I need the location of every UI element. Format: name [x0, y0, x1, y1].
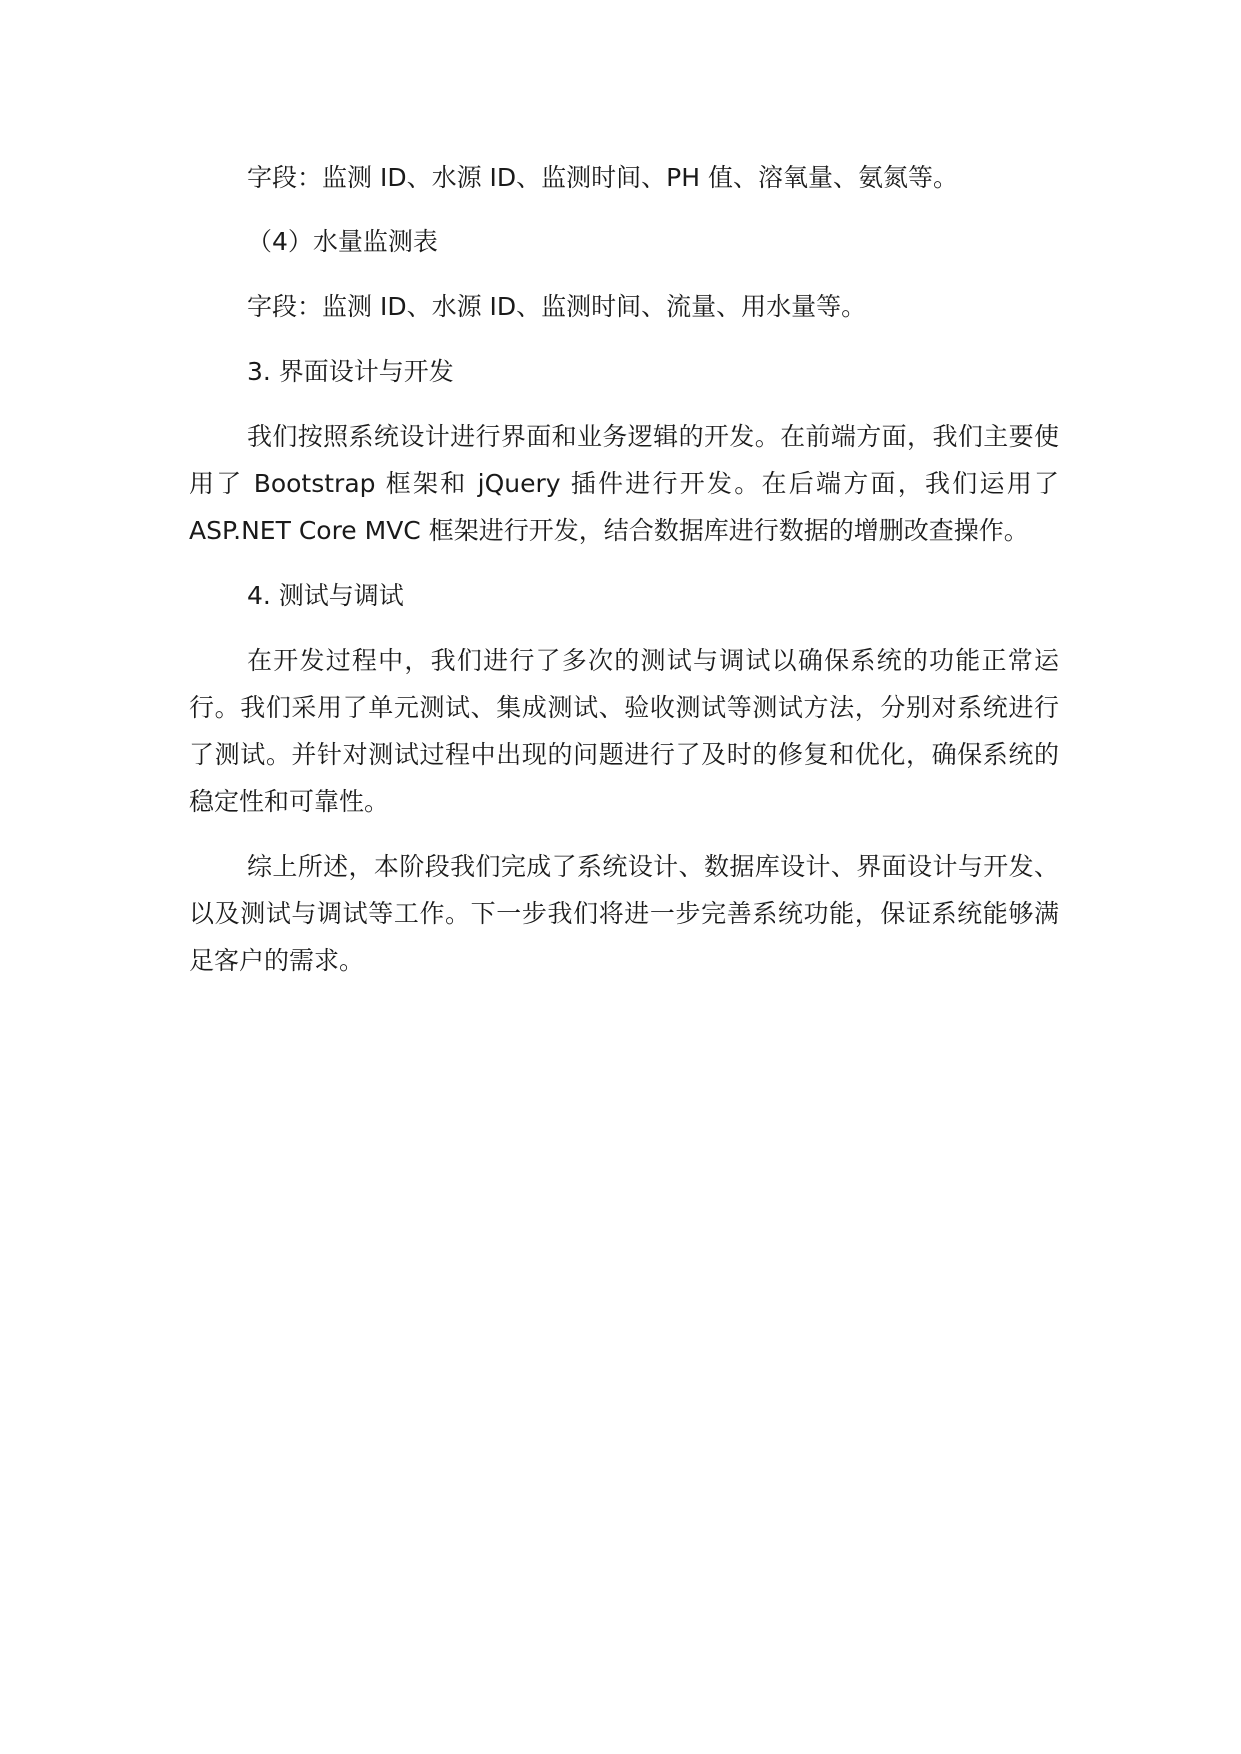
- section-heading-ui-design: 3. 界面设计与开发: [247, 357, 454, 386]
- paragraph-testing: 在开发过程中，我们进行了多次的测试与调试以确保系统的功能正常运行。我们采用了单元测试、集成测试、验收测试等测试方法，分别对系统进行了测试。并针对测试过程中出现的问题进行了及时的修复和优化，确保系统的稳定性和可靠性。: [189, 646, 1059, 816]
- field-list-water-volume: 字段：监测 ID、水源 ID、监测时间、流量、用水量等。: [247, 292, 867, 321]
- section-heading-testing: 4. 测试与调试: [247, 581, 404, 610]
- field-list-water-quality: 字段：监测 ID、水源 ID、监测时间、PH 值、溶氧量、氨氮等。: [247, 163, 958, 192]
- document-body: [189, 154, 1059, 984]
- subheading-water-volume-table: （4）水量监测表: [247, 227, 438, 256]
- paragraph-summary: 综上所述，本阶段我们完成了系统设计、数据库设计、界面设计与开发、以及测试与调试等工作。下一步我们将进一步完善系统功能，保证系统能够满足客户的需求。: [189, 852, 1059, 975]
- paragraph-ui-development: 我们按照系统设计进行界面和业务逻辑的开发。在前端方面，我们主要使用了 Bootstrap 框架和 jQuery 插件进行开发。在后端方面，我们运用了 ASP.NET Core MVC 框架进行开发，结合数据库进行数据的增删改查操作。: [189, 422, 1059, 545]
